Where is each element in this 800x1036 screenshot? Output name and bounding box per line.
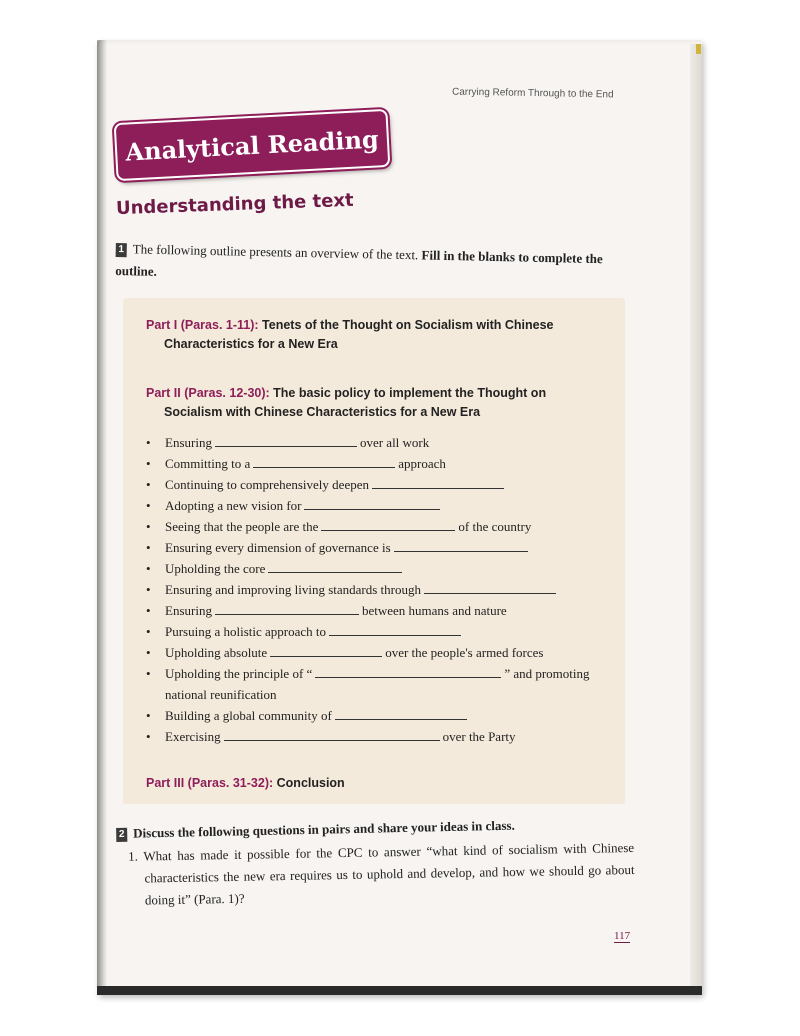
section-heading: Understanding the text <box>115 189 354 220</box>
question-1-number: 1. <box>128 848 139 864</box>
fill-in-blank[interactable] <box>424 581 556 594</box>
outline-item-text: Adopting a new vision for <box>165 498 302 513</box>
outline-item-suffix: of the country <box>458 519 532 534</box>
outline-item <box>146 516 616 537</box>
outline-item-text: Ensuring <box>165 435 212 450</box>
task1-instruction-rest: Fill in the blanks to complete the outline. <box>115 247 603 279</box>
outline-part1 <box>146 316 616 354</box>
outline-item-text: Upholding the principle of “ <box>165 666 313 681</box>
page-number: 117 <box>614 930 631 942</box>
part2-label: Part II (Paras. 12-30): <box>146 386 270 400</box>
fill-in-blank[interactable] <box>372 476 504 489</box>
outline-item-suffix: between humans and nature <box>361 603 507 618</box>
fill-in-blank[interactable] <box>335 707 467 720</box>
outline-item <box>146 432 616 453</box>
outline-part3 <box>146 774 616 793</box>
part1-title-line1: Tenets of the Thought on Socialism with Chinese <box>262 318 554 332</box>
binding-shadow <box>97 40 107 995</box>
outline-bullets <box>146 432 616 747</box>
fill-in-blank[interactable] <box>215 434 357 447</box>
outline-item <box>146 621 616 642</box>
outline-item-text: Exercising <box>165 729 221 744</box>
part1-title-line2: Characteristics for a New Era <box>164 337 338 351</box>
outline-item-text: national reunification <box>165 687 277 702</box>
outline-item <box>146 705 616 726</box>
fill-in-blank[interactable] <box>268 560 402 573</box>
fill-in-blank[interactable] <box>329 623 461 636</box>
outline-item-text: Ensuring <box>165 603 212 618</box>
outline-item-suffix: over the people's armed forces <box>385 645 544 660</box>
fill-in-blank[interactable] <box>270 644 382 657</box>
outline-item <box>146 537 616 558</box>
outline-item <box>146 474 616 495</box>
fill-in-blank[interactable] <box>394 539 528 552</box>
fill-in-blank[interactable] <box>315 665 501 678</box>
part2-title-line1: The basic policy to implement the Thought on <box>273 386 547 400</box>
edge-marker <box>696 44 701 54</box>
outline-item <box>146 663 616 684</box>
outline-item <box>146 579 616 600</box>
banner-title: Analytical Reading <box>124 123 380 167</box>
outline-item-text: Continuing to comprehensively deepen <box>165 477 369 492</box>
outline-item <box>146 726 616 747</box>
fill-in-blank[interactable] <box>253 455 395 468</box>
question-1 <box>116 837 635 912</box>
outline-item-text: Upholding the core <box>165 561 266 576</box>
fill-in-blank[interactable] <box>224 728 440 741</box>
outline-item-text: Ensuring and improving living standards through <box>165 582 422 597</box>
outline-item-text: Upholding absolute <box>165 645 268 660</box>
fill-in-blank[interactable] <box>304 497 440 510</box>
task2-section <box>116 817 636 912</box>
outline-item-text: Ensuring every dimension of governance is <box>165 540 391 555</box>
outline-item-text: Committing to a <box>165 456 251 471</box>
outline-part2 <box>146 384 616 422</box>
part2-title-line2: Socialism with Chinese Characteristics for a New Era <box>164 405 481 419</box>
question-1-text: What has made it possible for the CPC to answer “what kind of socialism with Chinese characteristics the new era requires us to uphold and develop, and how we should go about doing it” (Para. 1)? <box>143 839 635 908</box>
bottom-band <box>97 986 702 995</box>
outline-item <box>146 642 616 663</box>
outline-item <box>146 453 616 474</box>
part1-label: Part I (Paras. 1-11): <box>146 318 259 332</box>
task2-instruction-text: Discuss the following questions in pairs and share your ideas in class. <box>133 817 515 841</box>
fill-in-blank[interactable] <box>215 602 359 615</box>
outline-item-suffix: over the Party <box>442 729 516 744</box>
outline-item-suffix: approach <box>398 456 446 471</box>
part3-title: Conclusion <box>276 776 345 790</box>
outline-item-text: Pursuing a holistic approach to <box>165 624 327 639</box>
outline-item <box>146 495 616 516</box>
part3-label: Part III (Paras. 31-32): <box>146 776 274 790</box>
outline-item <box>146 684 616 705</box>
running-header: Carrying Reform Through to the End <box>451 86 614 101</box>
task2-number-badge: 2 <box>116 828 127 842</box>
outline-item-text: Seeing that the people are the <box>165 519 319 534</box>
page-edge <box>690 44 702 994</box>
task1-instruction-lead: The following outline presents an overview of the text. <box>132 241 419 263</box>
outline-item-suffix: over all work <box>359 435 430 450</box>
fill-in-blank[interactable] <box>321 518 455 531</box>
outline-item-suffix: ” and promoting <box>504 666 590 681</box>
outline-item <box>146 600 616 621</box>
outline-item <box>146 558 616 579</box>
task1-number-badge: 1 <box>116 243 127 257</box>
outline-item-text: Building a global community of <box>165 708 332 723</box>
